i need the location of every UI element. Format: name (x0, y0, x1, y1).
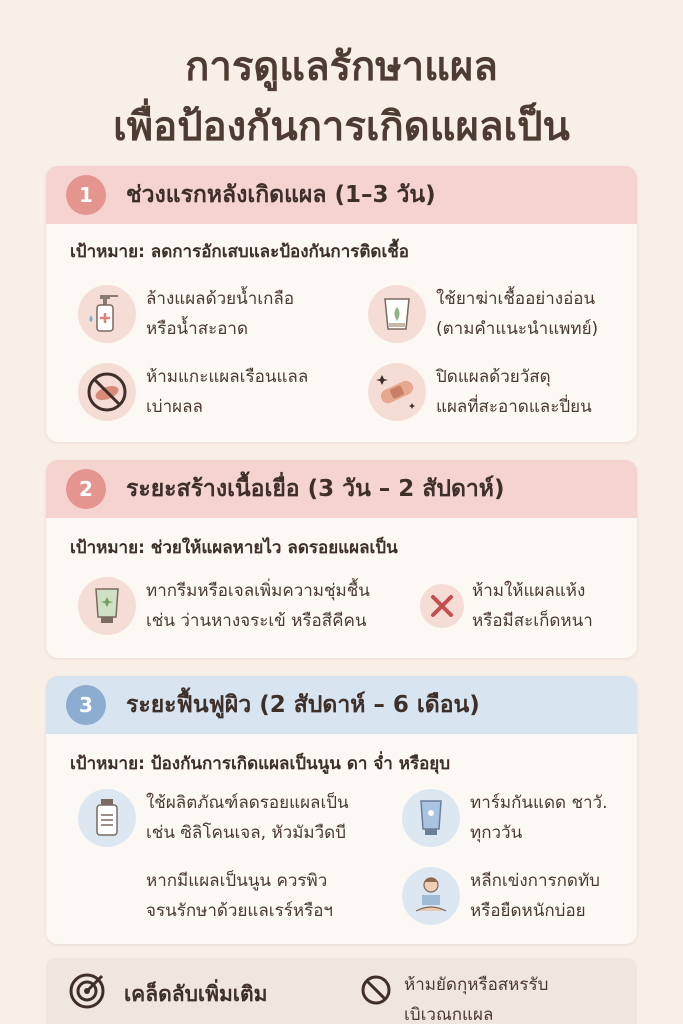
stage-3-item-sunscreen-line1: ทาร์มกันแดด ชาวั. (470, 793, 608, 813)
stage-3-number-badge: 3 (66, 685, 106, 725)
stage-3-item-avoid-pressure (402, 866, 600, 926)
stage-1-item-bandage (368, 362, 592, 422)
stage-3-item-scar-product (78, 788, 349, 848)
soap-pump-icon (78, 285, 136, 343)
stage-1-number-badge: 1 (66, 175, 106, 215)
stage-2-item-moisturize-line1: ทากรีมหรือเจลเพิ่มความชุ่มชื้น (146, 581, 370, 601)
sunscreen-tube-icon (402, 789, 460, 847)
stage-3-item-avoid-pressure-line1: หลีกเข่งการกดทับ (470, 871, 600, 891)
stage-2-card (46, 460, 637, 658)
stage-3-item-sunscreen-line2: ทุกววัน (470, 823, 523, 843)
stage-1-header (46, 166, 637, 224)
no-picking-icon (78, 363, 136, 421)
stage-1-item-no-pick-line2: เบ่าผลล (146, 397, 203, 417)
prohibited-icon (360, 974, 392, 1010)
stage-1-item-no-pick (78, 362, 308, 422)
stage-1-goal: เป้าหมาย: ลดการอักเสบและป้องกันการติดเชื้อ (70, 242, 410, 262)
tips-text-line2: เบิเวณกแผล (404, 1005, 494, 1024)
stage-2-goal: เป้าหมาย: ช่วยให้แผลหายไว ลดรอยแผลเป็น (70, 538, 398, 558)
stage-1-item-antiseptic-line2: (ตามคำแนะนำแพทย์) (436, 319, 599, 339)
ointment-cup-icon (368, 285, 426, 343)
stage-3-card (46, 676, 637, 944)
stage-3-header (46, 676, 637, 734)
stage-3-heading: ระยะฟื้นฟูผิว (2 สัปดาห์ – 6 เดือน) (126, 692, 480, 718)
stage-2-number-badge: 2 (66, 469, 106, 509)
stage-2-heading: ระยะสร้างเนื้อเยื่อ (3 วัน – 2 สัปดาห์) (126, 476, 505, 502)
tips-text (404, 970, 548, 1024)
stage-3-item-scar-product-line1: ใช้ผลิตภัณฑ์ลดรอยแผลเป็น (146, 793, 349, 813)
stage-3-goal: เป้าหมาย: ป้องกันการเกิดแผลเป็นนูน ดา จ่ำ หรือยุบ (70, 754, 451, 774)
gel-tube-icon (78, 577, 136, 635)
stage-3-item-keloid (78, 866, 333, 926)
stage-2-item-no-dry-line1: ห้ามให้แผลแห้ง (472, 581, 586, 601)
stage-1-item-bandage-line2: แผลที่สะอาดและปี่ยน (436, 397, 592, 417)
stage-2-item-moisturize-line2: เช่น ว่านหางจระเข้ หรือสีคีคน (146, 611, 367, 631)
stage-2-item-moisturize (78, 576, 370, 636)
stage-1-item-wash-line1: ล้างแผลด้วยน้ำเกลือ (146, 289, 295, 309)
stage-1-item-antiseptic-line1: ใช้ยาฆ่าเชื้ออย่างอ่อน (436, 289, 596, 309)
blank-icon-slot (78, 867, 136, 925)
stage-1-item-wash (78, 284, 294, 344)
stage-1-item-no-pick-line1: ห้ามแกะแผลเรือนแลล (146, 367, 309, 387)
tips-text-line1: ห้ามยัดกุหรือสหรรับ (404, 975, 549, 995)
tips-bar (46, 958, 637, 1024)
stage-1-item-antiseptic (368, 284, 598, 344)
stage-1-heading: ช่วงแรกหลังเกิดแผล (1–3 วัน) (126, 182, 436, 208)
stage-2-item-no-dry (420, 576, 593, 636)
cross-mark-icon (420, 584, 464, 628)
target-icon (68, 972, 106, 1014)
relaxing-person-icon (402, 867, 460, 925)
stage-3-item-sunscreen (402, 788, 607, 848)
bandage-icon (368, 363, 426, 421)
stage-1-item-wash-line2: หรือน้ำสะอาด (146, 319, 249, 339)
tips-label: เคล็ดลับเพิ่มเติม (124, 982, 268, 1006)
stage-3-item-keloid-line2: จรนรักษาด้วยแลเรร์หรือฯ (146, 901, 333, 921)
page-title-line1: การดูแลรักษาแผล (185, 44, 498, 90)
stage-3-item-avoid-pressure-line2: หรือยืดหนักบ่อย (470, 901, 586, 921)
stage-3-item-keloid-line1: หากมีแผลเป็นนูน ควรพิว (146, 871, 328, 891)
stage-1-card (46, 166, 637, 442)
stage-1-item-bandage-line1: ปิดแผลด้วยวัสดุ (436, 367, 551, 387)
serum-bottle-icon (78, 789, 136, 847)
page-title-line2: เพื่อป้องกันการเกิดแผลเป็น (113, 104, 570, 150)
stage-3-item-scar-product-line2: เช่น ซิลิโคนเจล, หัวมัมวืดบี (146, 823, 346, 843)
stage-2-item-no-dry-line2: หรือมีสะเก็ดหนา (472, 611, 593, 631)
stage-2-header (46, 460, 637, 518)
